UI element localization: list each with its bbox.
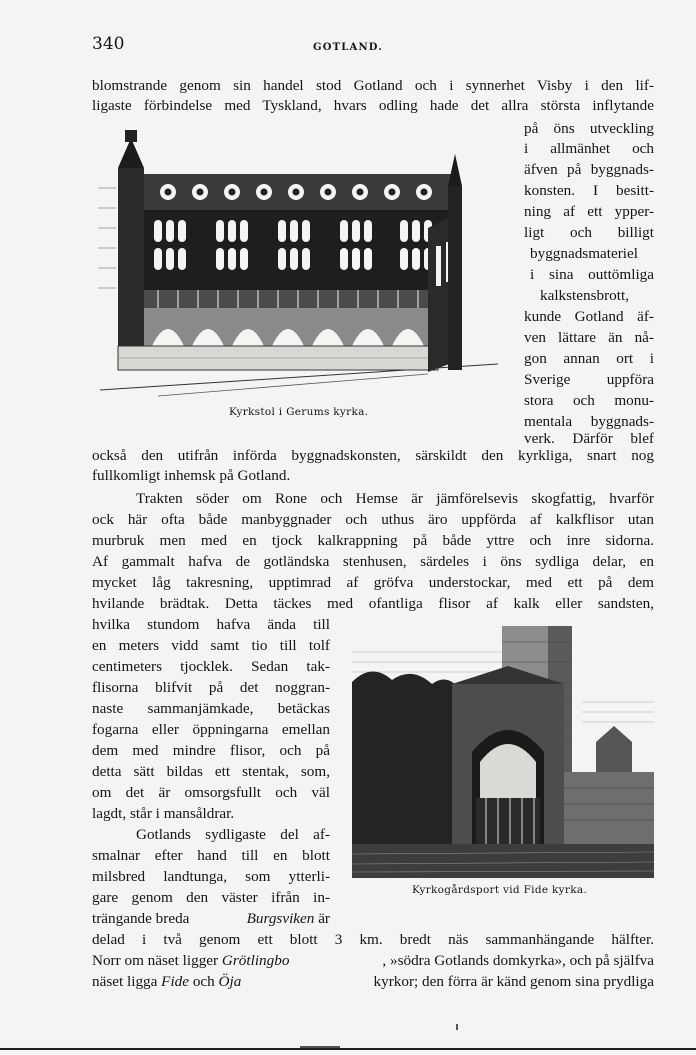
italic-place-name: Grötlingbo: [221, 952, 290, 969]
page-number: 340: [92, 34, 125, 54]
text-line: ligt och billigt: [524, 224, 654, 241]
text-line: fullkomligt inhemsk på Gotland.: [92, 467, 291, 484]
text-line: kalkstensbrott,: [540, 287, 630, 304]
text-line: centimeters tjocklek. Sedan tak-: [92, 658, 330, 675]
text-line: naste sammanjämkade, betäckas: [92, 700, 330, 717]
pew-illustration: [98, 128, 518, 400]
text-line: lagdt, står i mansåldrar.: [92, 805, 235, 822]
text-line: ning af ett ypper-: [524, 203, 654, 220]
text-line: Gotlands sydligaste del af-: [136, 826, 330, 843]
churchyard-gate-illustration: [352, 622, 654, 878]
text-span: Norr om näset ligger: [92, 952, 222, 969]
italic-place-name: Burgsviken: [246, 910, 315, 927]
text-line: om det är omsorgsfullt och väl: [92, 784, 330, 801]
text-line: Trakten söder om Rone och Hemse är jämförelsevis skogfattig, hvarför: [136, 490, 654, 507]
text-span: näset ligga: [92, 973, 162, 990]
text-span: kyrkor; den förra är känd genom sina prydliga: [373, 973, 654, 990]
text-line: på öns utveckling: [524, 120, 654, 137]
text-line: smalnar efter hand till en blott: [92, 847, 330, 864]
italic-place-name: Öja: [218, 973, 242, 990]
text-line: mentala byggnads-: [524, 413, 654, 430]
italic-place-name: Fide: [161, 973, 190, 990]
text-line: detta sätt bildas ett stentak, som,: [92, 763, 330, 780]
text-span: är: [314, 910, 330, 927]
text-line: byggnadsmateriel: [530, 245, 638, 262]
text-line: fogarna eller öppningarna emellan: [92, 721, 330, 738]
text-line: verk. Därför blef: [524, 430, 654, 447]
text-line: dem med mindre flisor, och på: [92, 742, 330, 759]
text-line: ock här ofta både manbyggnader och uthus äro uppförda af kalkflisor utan: [92, 511, 654, 528]
text-line: kunde Gotland äf-: [524, 308, 654, 325]
text-span: och: [189, 973, 219, 990]
text-line: ven lättare än nå-: [524, 329, 654, 346]
figure-caption: Kyrkstol i Gerums kyrka.: [229, 406, 369, 418]
text-line: ligaste förbindelse med Tyskland, hvars odling hade det allra största inflytande: [92, 97, 654, 114]
text-line: konsten. I besitt-: [524, 182, 654, 199]
text-line: murbruk men med en tjock kalkrappning på både yttre och inre sidorna.: [92, 532, 654, 549]
text-line: i sina outtömliga: [530, 266, 654, 283]
text-line: gare genom den väster ifrån in-: [92, 889, 330, 906]
text-span: trängande breda: [92, 910, 190, 927]
text-line: flisorna blifvit på det noggran-: [92, 679, 330, 696]
running-title: GOTLAND.: [312, 42, 384, 53]
text-line: äfven på byggnads-: [524, 161, 654, 178]
text-line: Sverige uppföra: [524, 371, 654, 388]
text-line: delad i två genom ett blott 3 km. bredt näs sammanhängande hälfter.: [92, 931, 654, 948]
text-line: i allmänhet och: [524, 140, 654, 157]
text-line: också den utifrån införda byggnadskonsten, särskildt den kyrkliga, snart nog: [92, 447, 654, 464]
scan-edge: [0, 1048, 696, 1050]
text-line: [92, 951, 654, 971]
text-line: milsbred landtunga, som ytterli-: [92, 868, 330, 885]
text-line: mycket låg takresning, upptimrad af gröfva understockar, med ett på dem: [92, 574, 654, 591]
text-line: hvilka stundom hafva ända till: [92, 616, 330, 633]
text-line: gon annan ort i: [524, 350, 654, 367]
text-line: Af gammalt hafva de gotländska stenhusen, särdeles i öns sydliga delar, en: [92, 553, 654, 570]
text-line: en meters vidd samt tio till tolf: [92, 637, 330, 654]
text-line: stora och monu-: [524, 392, 654, 409]
text-line: hvilande brädtak. Detta täckes med ofantliga flisor af kalk eller sandsten,: [92, 595, 654, 612]
scan-speck: [456, 1024, 458, 1030]
text-line: [92, 972, 654, 992]
text-line: [92, 909, 330, 929]
figure-caption: Kyrkogårdsport vid Fide kyrka.: [412, 884, 588, 896]
text-line: blomstrande genom sin handel stod Gotland och i synnerhet Visby i den lif-: [92, 77, 654, 94]
text-span: , »södra Gotlands domkyrka», och på själfva: [382, 952, 654, 969]
